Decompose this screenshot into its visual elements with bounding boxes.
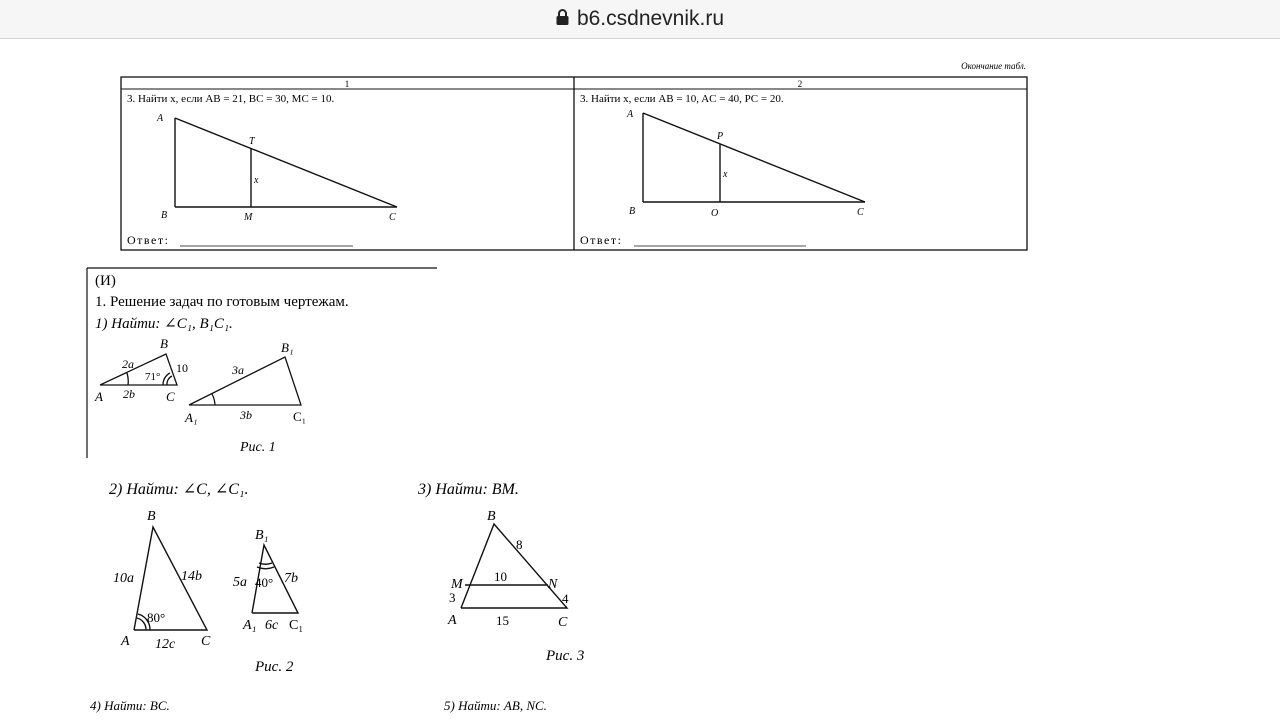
fig3-side-nc: 4 <box>562 591 569 606</box>
fig3-side-bn: 8 <box>516 537 523 552</box>
fig2-label-a1: A₁ <box>243 618 257 633</box>
fig3-side-ac: 15 <box>496 613 509 628</box>
figure1-large-triangle <box>189 357 301 405</box>
url-text: b6.csdnevnik.ru <box>576 7 725 30</box>
fig3-label-n: N <box>548 577 558 592</box>
task1-figure <box>175 118 397 207</box>
task1-label-x: x <box>254 175 259 186</box>
fig1-label-c1: C₁ <box>293 409 307 424</box>
task-table <box>121 61 1027 250</box>
fig2-side-bc: 14b <box>181 569 202 584</box>
browser-address-bar[interactable] <box>0 0 1280 39</box>
task2-label-p: P <box>717 131 724 142</box>
fig3-caption: Рис. 3 <box>546 648 585 664</box>
task1-text: 3. Найти x, если AB = 21, BC = 30, MC = 10. <box>127 93 335 105</box>
fig1-label-b: B <box>160 336 168 351</box>
fig1-caption: Рис. 1 <box>240 440 276 455</box>
figure1-small-triangle <box>100 354 177 385</box>
task1-label-a: A <box>157 113 164 124</box>
table-caption: Окончание табл. <box>961 61 1026 71</box>
fig1-side-ab: 2a <box>122 357 134 371</box>
task1-answer-label: Ответ: <box>127 233 170 247</box>
fig2-angle: 80° <box>147 610 166 625</box>
figure3-triangle <box>461 524 567 608</box>
document-page <box>0 39 1280 720</box>
problem1-text: 1) Найти: ∠C₁, B₁C₁. <box>95 316 233 332</box>
task2-label-o: O <box>711 208 719 219</box>
fig3-label-m: M <box>451 577 463 592</box>
table-col1-header: 1 <box>344 79 350 89</box>
fig2-angle1: 40° <box>255 575 274 590</box>
fig2-label-b: B <box>147 509 156 524</box>
fig2-side-a1c1: 6c <box>265 618 279 633</box>
fig2-side-a1b1: 5a <box>233 575 247 590</box>
fig2-label-b1: B₁ <box>255 528 269 543</box>
fig1-label-a: A <box>95 389 103 404</box>
fig3-label-a: A <box>448 613 457 628</box>
task2-answer-label: Ответ: <box>580 233 623 247</box>
fig1-label-b1: B₁ <box>281 340 294 355</box>
fig2-label-c: C <box>201 634 211 649</box>
fig3-label-c: C <box>558 615 568 630</box>
table-col2-header: 2 <box>797 79 803 89</box>
fig2-side-ab: 10a <box>113 571 134 586</box>
problem5-text: 5) Найти: AB, NC. <box>444 698 547 713</box>
section-heading: 1. Решение задач по готовым чертежам. <box>95 294 349 310</box>
fig1-side-a1c1: 3b <box>240 408 252 422</box>
url-display[interactable] <box>0 7 1280 31</box>
fig1-side-a1b1: 3a <box>232 363 244 377</box>
task1-label-m: M <box>244 212 253 223</box>
task2-label-c: C <box>857 207 864 218</box>
task2-figure <box>643 113 865 202</box>
fig1-angle: 71° <box>145 371 161 383</box>
task2-label-a: A <box>627 109 634 120</box>
fig1-label-c: C <box>166 389 175 404</box>
fig2-side-ac: 12c <box>155 637 176 652</box>
fig2-caption: Рис. 2 <box>255 659 294 675</box>
problem3-text: 3) Найти: BM. <box>418 481 519 498</box>
task1-label-b: B <box>161 210 168 221</box>
fig1-side-bc: 10 <box>176 361 188 375</box>
task1-label-t: T <box>249 136 255 147</box>
fig3-side-mn: 10 <box>494 569 507 584</box>
task2-label-b: B <box>629 206 636 217</box>
fig2-side-b1c1: 7b <box>284 571 298 586</box>
fig1-side-ac: 2b <box>123 387 135 401</box>
fig3-label-b: B <box>487 509 496 524</box>
fig2-label-c1: C₁ <box>289 618 304 633</box>
fig2-label-a: A <box>121 634 130 649</box>
task2-label-x: x <box>723 169 728 180</box>
task1-label-c: C <box>389 212 396 223</box>
fig3-side-am: 3 <box>449 590 456 605</box>
problem4-text: 4) Найти: BC. <box>90 698 170 713</box>
problem2-text: 2) Найти: ∠C, ∠C₁. <box>109 481 249 498</box>
lock-icon <box>556 9 569 25</box>
fig1-label-a1: A₁ <box>185 410 198 425</box>
task2-text: 3. Найти x, если AB = 10, AC = 40, PC = 20. <box>580 93 784 105</box>
section-title: (И) <box>95 273 116 289</box>
